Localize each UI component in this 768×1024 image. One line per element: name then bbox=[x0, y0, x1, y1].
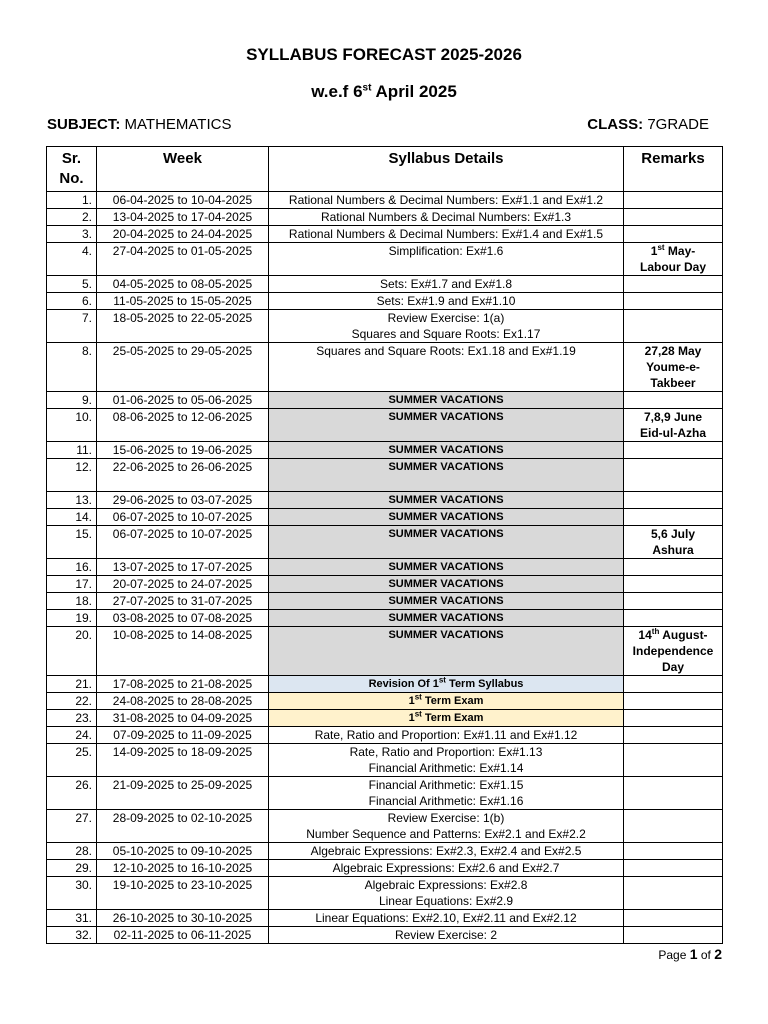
remarks-line bbox=[628, 343, 718, 359]
table-row bbox=[47, 610, 723, 627]
cell-syllabus-details bbox=[269, 243, 624, 276]
details-line bbox=[273, 226, 619, 242]
details-text: Term Exam bbox=[421, 695, 484, 707]
details-text: SUMMER VACATIONS bbox=[388, 561, 504, 573]
table-row bbox=[47, 276, 723, 293]
cell-remarks bbox=[624, 877, 723, 910]
remarks-text: May- bbox=[664, 244, 696, 258]
table-row bbox=[47, 843, 723, 860]
table-row bbox=[47, 392, 723, 409]
page-number bbox=[658, 946, 722, 962]
details-line bbox=[273, 459, 619, 475]
cell-syllabus-details bbox=[269, 209, 624, 226]
cell-syllabus-details bbox=[269, 610, 624, 627]
details-text: Review Exercise: 1(b) bbox=[387, 811, 505, 825]
details-line bbox=[273, 610, 619, 626]
table-row bbox=[47, 576, 723, 593]
details-text: Financial Arithmetic: Ex#1.16 bbox=[368, 794, 524, 808]
cell-week: 06-04-2025 to 10-04-2025 bbox=[97, 192, 269, 209]
table-row bbox=[47, 310, 723, 343]
details-line bbox=[273, 326, 619, 342]
cell-week: 11-05-2025 to 15-05-2025 bbox=[97, 293, 269, 310]
cell-remarks bbox=[624, 526, 723, 559]
page-total: 2 bbox=[714, 946, 722, 962]
table-row bbox=[47, 343, 723, 392]
remarks-text: Takbeer bbox=[650, 376, 696, 390]
cell-syllabus-details bbox=[269, 276, 624, 293]
table-row bbox=[47, 810, 723, 843]
cell-syllabus-details bbox=[269, 627, 624, 676]
cell-remarks bbox=[624, 676, 723, 693]
cell-week: 08-06-2025 to 12-06-2025 bbox=[97, 409, 269, 442]
cell-syllabus-details bbox=[269, 693, 624, 710]
cell-syllabus-details bbox=[269, 777, 624, 810]
effective-date-sup: st bbox=[362, 82, 372, 94]
cell-remarks bbox=[624, 209, 723, 226]
details-text: SUMMER VACATIONS bbox=[388, 578, 504, 590]
cell-remarks bbox=[624, 243, 723, 276]
cell-remarks bbox=[624, 276, 723, 293]
cell-week: 14-09-2025 to 18-09-2025 bbox=[97, 744, 269, 777]
remarks-line bbox=[628, 659, 718, 675]
table-row bbox=[47, 459, 723, 492]
cell-sr-no: 2. bbox=[47, 209, 97, 226]
details-text: Revision Of 1 bbox=[368, 678, 439, 690]
cell-sr-no: 6. bbox=[47, 293, 97, 310]
details-line bbox=[273, 693, 619, 709]
cell-remarks bbox=[624, 459, 723, 492]
details-line bbox=[273, 392, 619, 408]
class-info bbox=[587, 116, 709, 133]
cell-syllabus-details bbox=[269, 192, 624, 209]
remarks-text: Day bbox=[661, 660, 684, 674]
table-row bbox=[47, 409, 723, 442]
details-line bbox=[273, 793, 619, 809]
details-line bbox=[273, 843, 619, 859]
remarks-sup: st bbox=[657, 243, 665, 252]
cell-remarks bbox=[624, 843, 723, 860]
details-text: 1 bbox=[408, 695, 415, 707]
cell-week: 02-11-2025 to 06-11-2025 bbox=[97, 927, 269, 944]
cell-sr-no: 27. bbox=[47, 810, 97, 843]
table-row bbox=[47, 927, 723, 944]
cell-sr-no: 11. bbox=[47, 442, 97, 459]
subject-value: MATHEMATICS bbox=[124, 116, 232, 133]
details-line bbox=[273, 343, 619, 359]
cell-sr-no: 21. bbox=[47, 676, 97, 693]
table-row bbox=[47, 860, 723, 877]
remarks-line bbox=[628, 627, 718, 643]
cell-week: 06-07-2025 to 10-07-2025 bbox=[97, 509, 269, 526]
remarks-line bbox=[628, 526, 718, 542]
cell-syllabus-details bbox=[269, 509, 624, 526]
details-text: SUMMER VACATIONS bbox=[388, 595, 504, 607]
cell-sr-no: 14. bbox=[47, 509, 97, 526]
table-row bbox=[47, 710, 723, 727]
cell-week: 17-08-2025 to 21-08-2025 bbox=[97, 676, 269, 693]
cell-remarks bbox=[624, 693, 723, 710]
remarks-line bbox=[628, 243, 718, 259]
details-line bbox=[273, 910, 619, 926]
cell-week: 20-04-2025 to 24-04-2025 bbox=[97, 226, 269, 243]
remarks-text: 5,6 July bbox=[650, 527, 696, 541]
cell-week: 27-07-2025 to 31-07-2025 bbox=[97, 593, 269, 610]
details-text: Algebraic Expressions: Ex#2.3, Ex#2.4 and Ex#2.5 bbox=[310, 844, 582, 858]
remarks-text: Youme-e- bbox=[646, 360, 700, 374]
table-row bbox=[47, 744, 723, 777]
table-row bbox=[47, 509, 723, 526]
cell-syllabus-details bbox=[269, 343, 624, 392]
cell-syllabus-details bbox=[269, 927, 624, 944]
remarks-line bbox=[628, 425, 718, 441]
cell-sr-no: 7. bbox=[47, 310, 97, 343]
cell-remarks bbox=[624, 927, 723, 944]
remarks-text: Ashura bbox=[652, 543, 694, 557]
cell-week: 22-06-2025 to 26-06-2025 bbox=[97, 459, 269, 492]
syllabus-table bbox=[46, 146, 723, 944]
details-line bbox=[273, 475, 619, 491]
cell-week: 21-09-2025 to 25-09-2025 bbox=[97, 777, 269, 810]
cell-sr-no: 20. bbox=[47, 627, 97, 676]
remarks-text: 7,8,9 June bbox=[643, 410, 703, 424]
cell-sr-no: 13. bbox=[47, 492, 97, 509]
remarks-text: August- bbox=[659, 628, 708, 642]
cell-syllabus-details bbox=[269, 810, 624, 843]
cell-week: 05-10-2025 to 09-10-2025 bbox=[97, 843, 269, 860]
details-text: Number Sequence and Patterns: Ex#2.1 and Ex#2.2 bbox=[306, 827, 586, 841]
cell-syllabus-details bbox=[269, 710, 624, 727]
details-line bbox=[273, 293, 619, 309]
document-title: SYLLABUS FORECAST 2025-2026 bbox=[246, 45, 522, 64]
details-line bbox=[273, 777, 619, 793]
remarks-line bbox=[628, 259, 718, 275]
details-line bbox=[273, 877, 619, 893]
cell-week: 28-09-2025 to 02-10-2025 bbox=[97, 810, 269, 843]
cell-sr-no: 8. bbox=[47, 343, 97, 392]
details-line bbox=[273, 310, 619, 326]
table-row bbox=[47, 192, 723, 209]
table-row bbox=[47, 559, 723, 576]
remarks-text: 14 bbox=[638, 628, 652, 642]
details-text: SUMMER VACATIONS bbox=[388, 444, 504, 456]
remarks-text: 1 bbox=[650, 244, 658, 258]
cell-sr-no: 5. bbox=[47, 276, 97, 293]
details-text: Rational Numbers & Decimal Numbers: Ex#1.4 and Ex#1.5 bbox=[288, 227, 604, 241]
cell-sr-no: 29. bbox=[47, 860, 97, 877]
cell-week: 13-04-2025 to 17-04-2025 bbox=[97, 209, 269, 226]
cell-sr-no: 10. bbox=[47, 409, 97, 442]
cell-remarks bbox=[624, 409, 723, 442]
cell-remarks bbox=[624, 492, 723, 509]
table-row bbox=[47, 693, 723, 710]
table-row bbox=[47, 526, 723, 559]
remarks-line bbox=[628, 375, 718, 391]
page-current: 1 bbox=[689, 946, 698, 962]
table-row bbox=[47, 727, 723, 744]
cell-syllabus-details bbox=[269, 459, 624, 492]
page-word: Page bbox=[658, 948, 690, 962]
details-line bbox=[273, 676, 619, 692]
cell-syllabus-details bbox=[269, 877, 624, 910]
cell-sr-no: 4. bbox=[47, 243, 97, 276]
cell-remarks bbox=[624, 442, 723, 459]
cell-syllabus-details bbox=[269, 492, 624, 509]
cell-week: 20-07-2025 to 24-07-2025 bbox=[97, 576, 269, 593]
cell-sr-no: 31. bbox=[47, 910, 97, 927]
details-line bbox=[273, 559, 619, 575]
remarks-text: Independence bbox=[632, 644, 714, 658]
effective-date bbox=[0, 82, 768, 102]
details-line bbox=[273, 509, 619, 525]
cell-remarks bbox=[624, 559, 723, 576]
cell-sr-no: 28. bbox=[47, 843, 97, 860]
cell-sr-no: 16. bbox=[47, 559, 97, 576]
details-line bbox=[273, 576, 619, 592]
details-text: Sets: Ex#1.9 and Ex#1.10 bbox=[376, 294, 516, 308]
details-text: Squares and Square Roots: Ex1.18 and Ex#1.19 bbox=[316, 344, 576, 358]
cell-sr-no: 22. bbox=[47, 693, 97, 710]
details-line bbox=[273, 243, 619, 259]
table-row bbox=[47, 777, 723, 810]
details-text: SUMMER VACATIONS bbox=[388, 612, 504, 624]
details-text: Sets: Ex#1.7 and Ex#1.8 bbox=[379, 277, 513, 291]
cell-week: 10-08-2025 to 14-08-2025 bbox=[97, 627, 269, 676]
details-line bbox=[273, 893, 619, 909]
subject-info bbox=[47, 116, 231, 133]
table-row bbox=[47, 676, 723, 693]
cell-week: 07-09-2025 to 11-09-2025 bbox=[97, 727, 269, 744]
details-text: Linear Equations: Ex#2.9 bbox=[378, 894, 514, 908]
details-text: Review Exercise: 1(a) bbox=[387, 311, 505, 325]
cell-sr-no: 1. bbox=[47, 192, 97, 209]
cell-remarks bbox=[624, 576, 723, 593]
cell-week: 25-05-2025 to 29-05-2025 bbox=[97, 343, 269, 392]
subject-class-row bbox=[47, 116, 709, 133]
details-text: SUMMER VACATIONS bbox=[388, 411, 504, 423]
subject-label: SUBJECT: bbox=[47, 116, 121, 133]
cell-remarks bbox=[624, 627, 723, 676]
column-header-sr: Sr. No. bbox=[47, 147, 97, 192]
table-row bbox=[47, 293, 723, 310]
cell-week: 27-04-2025 to 01-05-2025 bbox=[97, 243, 269, 276]
details-text: 1 bbox=[408, 712, 415, 724]
cell-syllabus-details bbox=[269, 526, 624, 559]
cell-week: 13-07-2025 to 17-07-2025 bbox=[97, 559, 269, 576]
cell-remarks bbox=[624, 192, 723, 209]
cell-syllabus-details bbox=[269, 409, 624, 442]
details-line bbox=[273, 810, 619, 826]
cell-syllabus-details bbox=[269, 843, 624, 860]
details-text: Financial Arithmetic: Ex#1.15 bbox=[368, 778, 524, 792]
cell-sr-no: 30. bbox=[47, 877, 97, 910]
details-sup: st bbox=[414, 709, 422, 719]
details-text: SUMMER VACATIONS bbox=[388, 629, 504, 641]
cell-remarks bbox=[624, 910, 723, 927]
table-body bbox=[47, 192, 723, 944]
table-row bbox=[47, 243, 723, 276]
class-label: CLASS: bbox=[587, 116, 644, 133]
cell-syllabus-details bbox=[269, 442, 624, 459]
details-line bbox=[273, 860, 619, 876]
details-line bbox=[273, 927, 619, 943]
cell-syllabus-details bbox=[269, 576, 624, 593]
details-sup: st bbox=[438, 675, 446, 685]
column-header-week: Week bbox=[97, 147, 269, 192]
class-value: 7GRADE bbox=[647, 116, 709, 133]
details-line bbox=[273, 209, 619, 225]
details-text: Rational Numbers & Decimal Numbers: Ex#1.3 bbox=[320, 210, 572, 224]
cell-syllabus-details bbox=[269, 676, 624, 693]
remarks-line bbox=[628, 409, 718, 425]
details-line bbox=[273, 710, 619, 726]
cell-remarks bbox=[624, 293, 723, 310]
cell-sr-no: 17. bbox=[47, 576, 97, 593]
cell-sr-no: 19. bbox=[47, 610, 97, 627]
column-header-remarks: Remarks bbox=[624, 147, 723, 192]
details-line bbox=[273, 744, 619, 760]
cell-sr-no: 3. bbox=[47, 226, 97, 243]
details-line bbox=[273, 276, 619, 292]
details-text: Algebraic Expressions: Ex#2.6 and Ex#2.7 bbox=[332, 861, 560, 875]
details-text: Simplification: Ex#1.6 bbox=[388, 244, 504, 258]
cell-week: 26-10-2025 to 30-10-2025 bbox=[97, 910, 269, 927]
table-row bbox=[47, 226, 723, 243]
details-line bbox=[273, 760, 619, 776]
cell-syllabus-details bbox=[269, 293, 624, 310]
remarks-line bbox=[628, 542, 718, 558]
details-text: Algebraic Expressions: Ex#2.8 bbox=[364, 878, 528, 892]
cell-syllabus-details bbox=[269, 559, 624, 576]
details-line bbox=[273, 627, 619, 643]
cell-remarks bbox=[624, 226, 723, 243]
details-line bbox=[273, 192, 619, 208]
cell-remarks bbox=[624, 392, 723, 409]
remarks-line bbox=[628, 359, 718, 375]
details-text: Financial Arithmetic: Ex#1.14 bbox=[368, 761, 524, 775]
cell-syllabus-details bbox=[269, 860, 624, 877]
cell-remarks bbox=[624, 610, 723, 627]
cell-remarks bbox=[624, 727, 723, 744]
cell-remarks bbox=[624, 593, 723, 610]
cell-remarks bbox=[624, 810, 723, 843]
remarks-text: 27,28 May bbox=[644, 344, 702, 358]
table-row bbox=[47, 492, 723, 509]
details-text: Rate, Ratio and Proportion: Ex#1.13 bbox=[349, 745, 543, 759]
remarks-text: Eid-ul-Azha bbox=[640, 426, 706, 440]
cell-sr-no: 32. bbox=[47, 927, 97, 944]
cell-sr-no: 15. bbox=[47, 526, 97, 559]
table-header-row bbox=[47, 147, 723, 192]
cell-remarks bbox=[624, 310, 723, 343]
details-line bbox=[273, 409, 619, 425]
details-text: Rational Numbers & Decimal Numbers: Ex#1.1 and Ex#1.2 bbox=[288, 193, 604, 207]
details-text: Linear Equations: Ex#2.10, Ex#2.11 and Ex#2.12 bbox=[315, 911, 577, 925]
cell-sr-no: 24. bbox=[47, 727, 97, 744]
details-text: SUMMER VACATIONS bbox=[388, 528, 504, 540]
cell-week: 01-06-2025 to 05-06-2025 bbox=[97, 392, 269, 409]
cell-syllabus-details bbox=[269, 910, 624, 927]
details-text: Term Exam bbox=[421, 712, 484, 724]
cell-sr-no: 25. bbox=[47, 744, 97, 777]
cell-remarks bbox=[624, 710, 723, 727]
cell-syllabus-details bbox=[269, 727, 624, 744]
cell-week: 19-10-2025 to 23-10-2025 bbox=[97, 877, 269, 910]
cell-syllabus-details bbox=[269, 226, 624, 243]
cell-syllabus-details bbox=[269, 744, 624, 777]
cell-remarks bbox=[624, 509, 723, 526]
cell-syllabus-details bbox=[269, 310, 624, 343]
cell-week: 12-10-2025 to 16-10-2025 bbox=[97, 860, 269, 877]
details-line bbox=[273, 593, 619, 609]
remarks-line bbox=[628, 643, 718, 659]
table-row bbox=[47, 877, 723, 910]
cell-remarks bbox=[624, 343, 723, 392]
details-line bbox=[273, 442, 619, 458]
cell-sr-no: 18. bbox=[47, 593, 97, 610]
table-row bbox=[47, 627, 723, 676]
details-line bbox=[273, 727, 619, 743]
details-text: SUMMER VACATIONS bbox=[388, 494, 504, 506]
cell-week: 04-05-2025 to 08-05-2025 bbox=[97, 276, 269, 293]
remarks-sup: th bbox=[651, 627, 660, 636]
details-text: Review Exercise: 2 bbox=[394, 928, 498, 942]
cell-week: 15-06-2025 to 19-06-2025 bbox=[97, 442, 269, 459]
table-row bbox=[47, 442, 723, 459]
cell-week: 31-08-2025 to 04-09-2025 bbox=[97, 710, 269, 727]
cell-week: 03-08-2025 to 07-08-2025 bbox=[97, 610, 269, 627]
cell-sr-no: 9. bbox=[47, 392, 97, 409]
page-of-word: of bbox=[697, 948, 715, 962]
details-text: SUMMER VACATIONS bbox=[388, 461, 504, 473]
cell-remarks bbox=[624, 777, 723, 810]
cell-remarks bbox=[624, 860, 723, 877]
details-text: Term Syllabus bbox=[445, 678, 524, 690]
details-sup: st bbox=[414, 692, 422, 702]
details-line bbox=[273, 826, 619, 842]
table-row bbox=[47, 593, 723, 610]
column-header-details: Syllabus Details bbox=[269, 147, 624, 192]
details-text: Squares and Square Roots: Ex1.17 bbox=[351, 327, 541, 341]
cell-week: 29-06-2025 to 03-07-2025 bbox=[97, 492, 269, 509]
cell-sr-no: 23. bbox=[47, 710, 97, 727]
table-row bbox=[47, 209, 723, 226]
cell-week: 24-08-2025 to 28-08-2025 bbox=[97, 693, 269, 710]
cell-remarks bbox=[624, 744, 723, 777]
remarks-text: Labour Day bbox=[639, 260, 706, 274]
cell-sr-no: 26. bbox=[47, 777, 97, 810]
effective-date-prefix: w.e.f 6 bbox=[311, 82, 363, 101]
cell-syllabus-details bbox=[269, 593, 624, 610]
details-text: SUMMER VACATIONS bbox=[388, 511, 504, 523]
cell-week: 18-05-2025 to 22-05-2025 bbox=[97, 310, 269, 343]
details-text: Rate, Ratio and Proportion: Ex#1.11 and Ex#1.12 bbox=[314, 728, 578, 742]
cell-week: 06-07-2025 to 10-07-2025 bbox=[97, 526, 269, 559]
table-row bbox=[47, 910, 723, 927]
cell-syllabus-details bbox=[269, 392, 624, 409]
details-text: SUMMER VACATIONS bbox=[388, 394, 504, 406]
details-line bbox=[273, 526, 619, 542]
details-line bbox=[273, 492, 619, 508]
effective-date-suffix: April 2025 bbox=[371, 82, 457, 101]
cell-sr-no: 12. bbox=[47, 459, 97, 492]
